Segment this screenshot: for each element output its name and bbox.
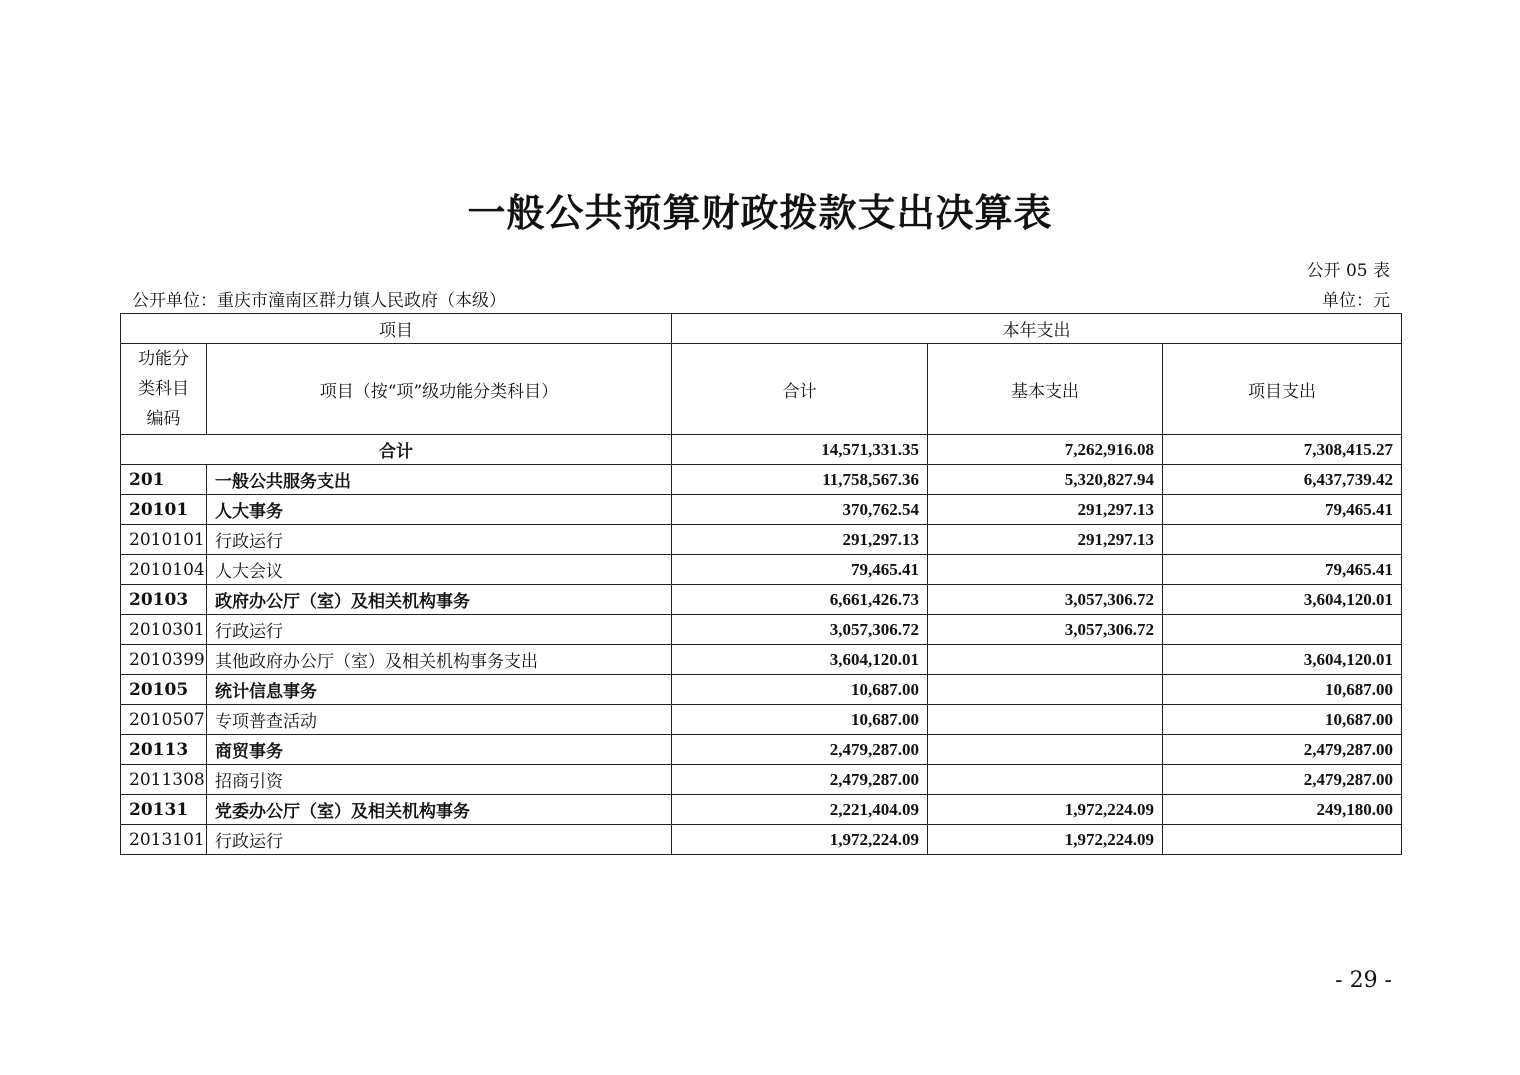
row-project: 79,465.41 [1163, 495, 1402, 525]
row-total: 1,972,224.09 [672, 825, 928, 855]
total-amount: 14,571,331.35 [672, 435, 928, 465]
header-row-1 [121, 314, 1402, 344]
row-name: 招商引资 [207, 765, 672, 795]
row-project: 3,604,120.01 [1163, 645, 1402, 675]
table-row [121, 615, 1402, 645]
table-row [121, 705, 1402, 735]
total-row [121, 435, 1402, 465]
row-code: 2010101 [121, 525, 207, 555]
header-code-line-3: 编码 [146, 409, 181, 429]
row-name: 行政运行 [207, 825, 672, 855]
row-basic [928, 735, 1163, 765]
row-name: 行政运行 [207, 525, 672, 555]
row-code: 2010507 [121, 705, 207, 735]
row-name: 党委办公厅（室）及相关机构事务 [207, 795, 672, 825]
row-project: 10,687.00 [1163, 675, 1402, 705]
row-total: 3,057,306.72 [672, 615, 928, 645]
row-project: 249,180.00 [1163, 795, 1402, 825]
row-project: 2,479,287.00 [1163, 735, 1402, 765]
row-project: 6,437,739.42 [1163, 465, 1402, 495]
row-basic [928, 765, 1163, 795]
row-basic: 291,297.13 [928, 495, 1163, 525]
row-code: 20101 [121, 495, 207, 525]
table-row [121, 495, 1402, 525]
table-row [121, 525, 1402, 555]
row-total: 370,762.54 [672, 495, 928, 525]
row-name: 行政运行 [207, 615, 672, 645]
row-name: 其他政府办公厅（室）及相关机构事务支出 [207, 645, 672, 675]
table-row [121, 735, 1402, 765]
row-name: 人大会议 [207, 555, 672, 585]
row-total: 10,687.00 [672, 675, 928, 705]
row-basic: 5,320,827.94 [928, 465, 1163, 495]
row-name: 政府办公厅（室）及相关机构事务 [207, 585, 672, 615]
row-total: 291,297.13 [672, 525, 928, 555]
row-basic [928, 675, 1163, 705]
table-row [121, 675, 1402, 705]
row-project [1163, 525, 1402, 555]
header-code-line-1: 功能分 [138, 349, 189, 369]
row-name: 一般公共服务支出 [207, 465, 672, 495]
row-project: 2,479,287.00 [1163, 765, 1402, 795]
header-year-expense: 本年支出 [672, 314, 1402, 344]
row-code: 2010301 [121, 615, 207, 645]
row-project: 79,465.41 [1163, 555, 1402, 585]
row-total: 2,479,287.00 [672, 765, 928, 795]
row-basic [928, 645, 1163, 675]
row-name: 专项普查活动 [207, 705, 672, 735]
page-number: - 29 - [1335, 968, 1392, 993]
header-row-2 [121, 344, 1402, 435]
row-name: 商贸事务 [207, 735, 672, 765]
row-project [1163, 615, 1402, 645]
total-label: 合计 [121, 435, 672, 465]
reporting-unit: 公开单位：重庆市潼南区群力镇人民政府（本级） [132, 291, 506, 311]
row-total: 2,221,404.09 [672, 795, 928, 825]
header-project-expense: 项目支出 [1163, 344, 1402, 435]
row-name: 人大事务 [207, 495, 672, 525]
total-basic: 7,262,916.08 [928, 435, 1163, 465]
row-project: 3,604,120.01 [1163, 585, 1402, 615]
table-row [121, 645, 1402, 675]
header-total: 合计 [672, 344, 928, 435]
header-project: 项目 [121, 314, 672, 344]
form-number: 公开 05 表 [1306, 261, 1390, 281]
page-title: 一般公共预算财政拨款支出决算表 [467, 190, 1053, 235]
header-code-line-2: 类科目 [138, 379, 189, 399]
row-code: 201 [121, 465, 207, 495]
total-project: 7,308,415.27 [1163, 435, 1402, 465]
row-basic: 1,972,224.09 [928, 795, 1163, 825]
row-total: 2,479,287.00 [672, 735, 928, 765]
expenditure-table [120, 313, 1402, 855]
row-code: 20105 [121, 675, 207, 705]
table-row [121, 555, 1402, 585]
row-total: 3,604,120.01 [672, 645, 928, 675]
currency-unit: 单位：元 [1322, 291, 1390, 311]
row-code: 2010104 [121, 555, 207, 585]
row-code: 20113 [121, 735, 207, 765]
row-basic [928, 705, 1163, 735]
row-code: 2010399 [121, 645, 207, 675]
header-item-name: 项目（按“项”级功能分类科目） [207, 344, 672, 435]
table-row [121, 825, 1402, 855]
row-basic: 3,057,306.72 [928, 585, 1163, 615]
row-total: 79,465.41 [672, 555, 928, 585]
header-basic: 基本支出 [928, 344, 1163, 435]
table-row [121, 795, 1402, 825]
row-basic [928, 555, 1163, 585]
row-code: 20103 [121, 585, 207, 615]
table-row [121, 585, 1402, 615]
row-total: 10,687.00 [672, 705, 928, 735]
table-row [121, 465, 1402, 495]
row-basic: 291,297.13 [928, 525, 1163, 555]
header-code [121, 344, 207, 435]
row-basic: 1,972,224.09 [928, 825, 1163, 855]
row-code: 2013101 [121, 825, 207, 855]
row-code: 20131 [121, 795, 207, 825]
row-total: 6,661,426.73 [672, 585, 928, 615]
table-row [121, 765, 1402, 795]
row-name: 统计信息事务 [207, 675, 672, 705]
row-project [1163, 825, 1402, 855]
row-basic: 3,057,306.72 [928, 615, 1163, 645]
row-total: 11,758,567.36 [672, 465, 928, 495]
row-code: 2011308 [121, 765, 207, 795]
row-project: 10,687.00 [1163, 705, 1402, 735]
